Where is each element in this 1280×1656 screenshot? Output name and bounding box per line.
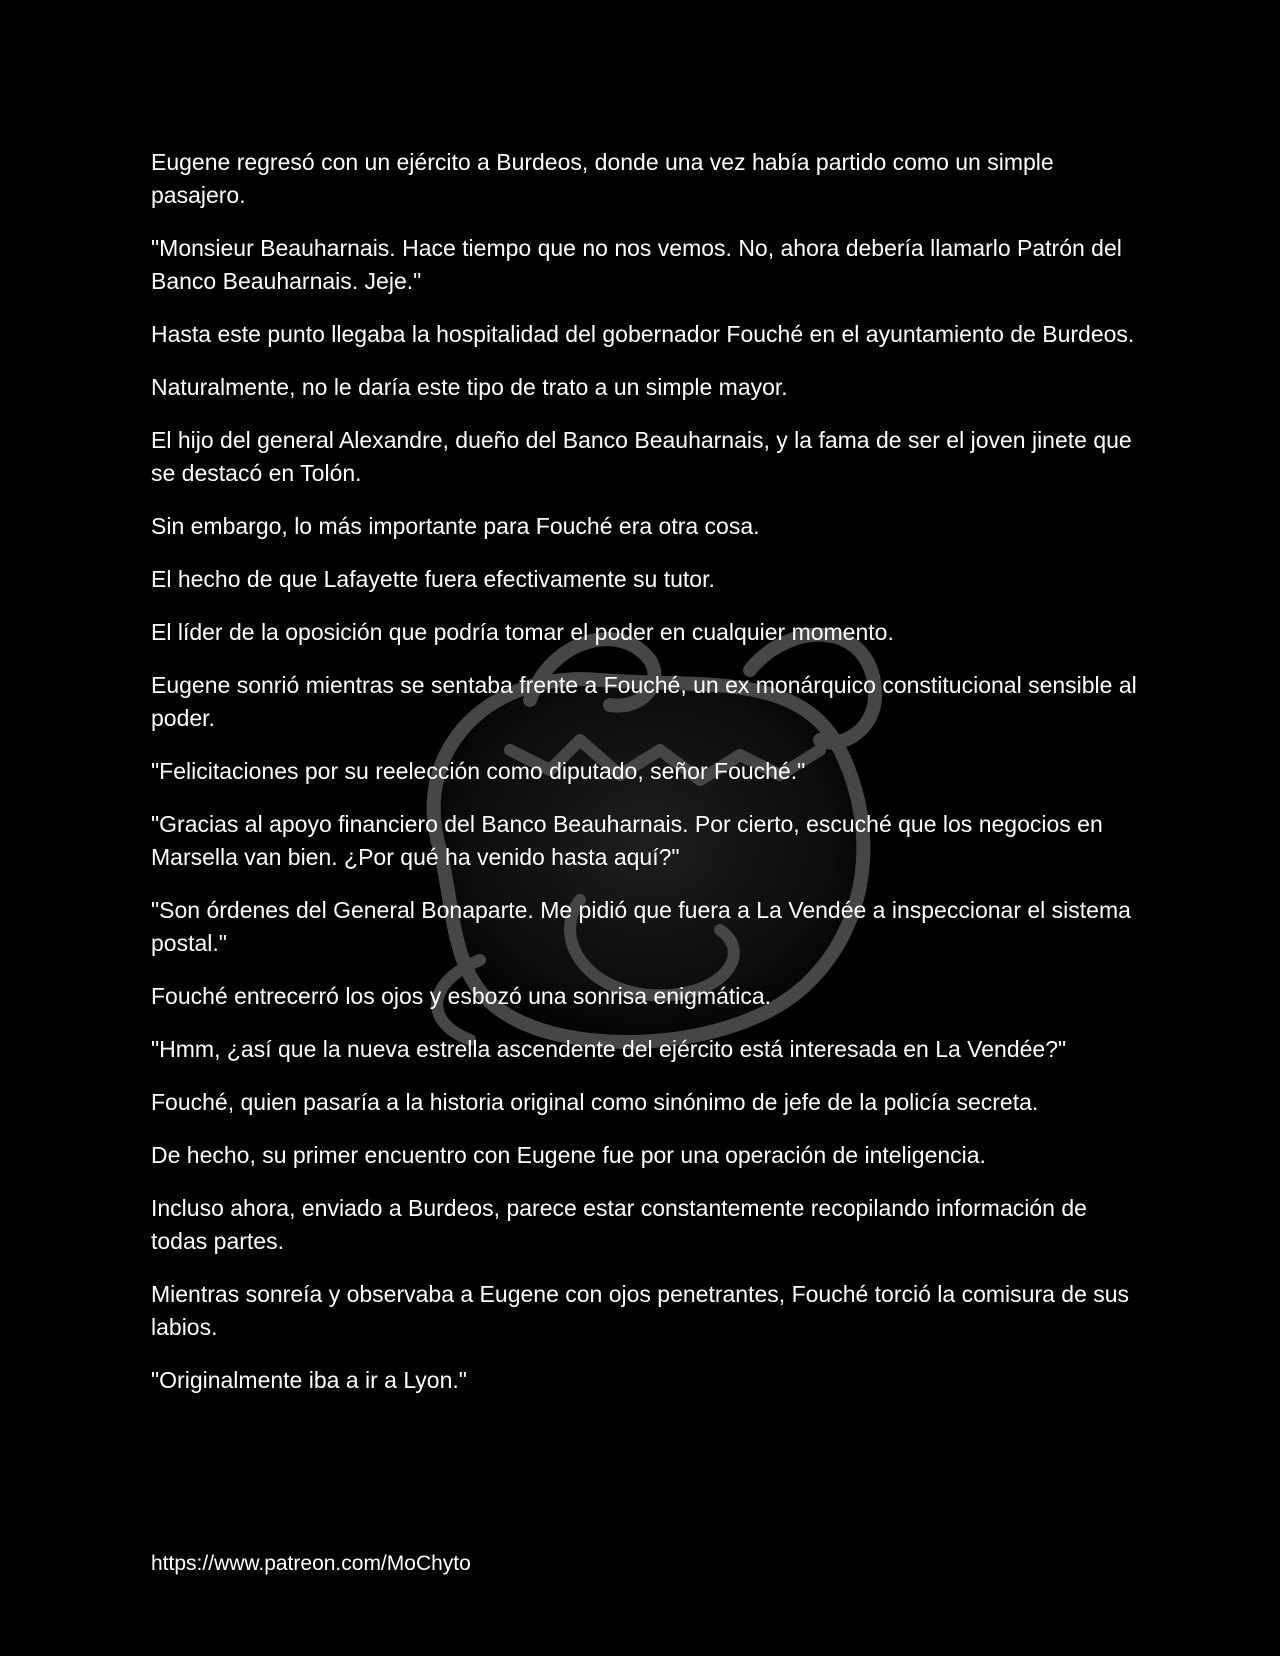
paragraph: Sin embargo, lo más importante para Fouché era otra cosa. — [151, 513, 760, 539]
paragraph: "Gracias al apoyo financiero del Banco Beauharnais. Por cierto, escuché que los negocios en Marsella van bien. ¿Por qué ha venido hasta aquí?" — [151, 811, 1103, 870]
paragraph: "Son órdenes del General Bonaparte. Me pidió que fuera a La Vendée a inspeccionar el sistema postal." — [151, 897, 1131, 956]
paragraph: "Monsieur Beauharnais. Hace tiempo que no nos vemos. No, ahora debería llamarlo Patrón del Banco Beauharnais. Jeje." — [151, 235, 1122, 294]
paragraph: "Felicitaciones por su reelección como diputado, señor Fouché." — [151, 758, 806, 784]
paragraph: El hecho de que Lafayette fuera efectivamente su tutor. — [151, 566, 715, 592]
paragraph: Hasta este punto llegaba la hospitalidad del gobernador Fouché en el ayuntamiento de Burdeos. — [151, 321, 1135, 347]
paragraph: Eugene sonrió mientras se sentaba frente a Fouché, un ex monárquico constitucional sensible al poder. — [151, 672, 1137, 731]
story-text — [151, 146, 1141, 1417]
paragraph: Mientras sonreía y observaba a Eugene con ojos penetrantes, Fouché torció la comisura de sus labios. — [151, 1281, 1130, 1340]
paragraph: "Hmm, ¿así que la nueva estrella ascendente del ejército está interesada en La Vendée?" — [151, 1036, 1067, 1062]
paragraph: Eugene regresó con un ejército a Burdeos, donde una vez había partido como un simple pasajero. — [151, 149, 1054, 208]
paragraph: "Originalmente iba a ir a Lyon." — [151, 1367, 467, 1393]
paragraph: Fouché entrecerró los ojos y esbozó una sonrisa enigmática. — [151, 983, 772, 1009]
paragraph: Fouché, quien pasaría a la historia original como sinónimo de jefe de la policía secreta. — [151, 1089, 1039, 1115]
paragraph: Incluso ahora, enviado a Burdeos, parece estar constantemente recopilando información de todas partes. — [151, 1195, 1087, 1254]
paragraph: De hecho, su primer encuentro con Eugene fue por una operación de inteligencia. — [151, 1142, 986, 1168]
paragraph: El líder de la oposición que podría tomar el poder en cualquier momento. — [151, 619, 894, 645]
patreon-link[interactable]: https://www.patreon.com/MoChyto — [151, 1552, 471, 1575]
paragraph: Naturalmente, no le daría este tipo de trato a un simple mayor. — [151, 374, 788, 400]
paragraph: El hijo del general Alexandre, dueño del Banco Beauharnais, y la fama de ser el joven jinete que se destacó en Tolón. — [151, 427, 1132, 486]
